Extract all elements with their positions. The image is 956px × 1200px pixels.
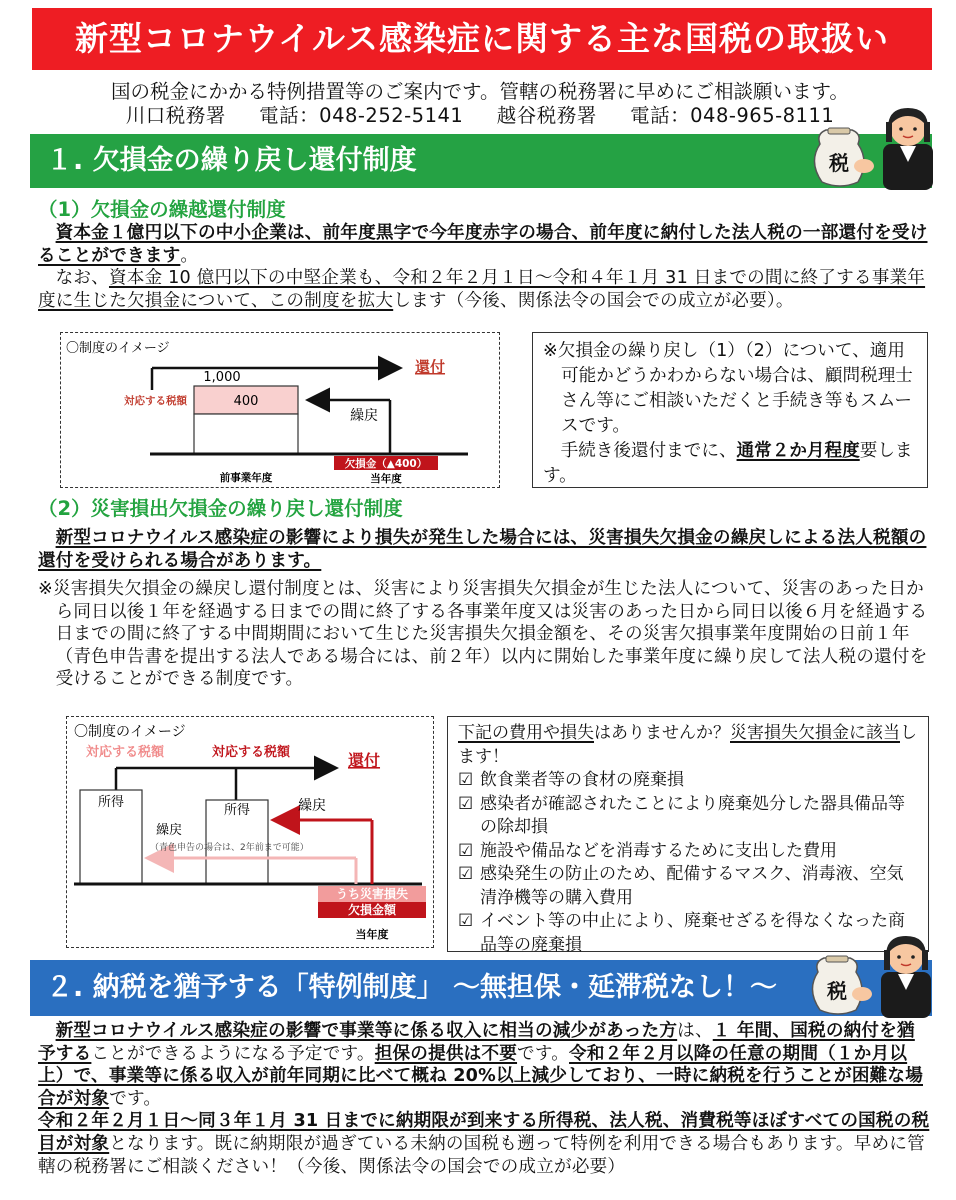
checkbox-icon: ☑ (458, 911, 474, 931)
diagram2-curr-year: 当年度 (355, 928, 389, 941)
diagram1-400: 400 (233, 394, 259, 409)
sub1-para1-end: 。 (180, 245, 199, 266)
note-box (532, 332, 928, 488)
subsection1-heading: （1）欠損金の繰越還付制度 (38, 198, 286, 221)
s2-p2-b: となります。既に納期限が過ぎている未納の国税も遡って特例を利用できる場合もあります。早めに管轄の税務署にご相談ください！（今後、関係法令の国会での成立が必要） (38, 1133, 925, 1177)
diagram1-refund-label: 還付 (415, 358, 446, 376)
office-koshigaya: 越谷税務署 (496, 104, 597, 127)
diagram1-tax-label: 対応する税額 (124, 395, 187, 407)
checklist-intro (458, 722, 918, 769)
sub1-para2-end: します（今後、関係法令の国会での成立が必要）。 (393, 290, 794, 311)
s2-p1-d: ことができるようになる予定です。 (91, 1043, 375, 1064)
diagram2-blue-note: （青色申告の場合は、2年前まで可能） (150, 843, 309, 853)
checkbox-icon: ☑ (458, 864, 474, 884)
s2-p1-f: です。 (517, 1043, 570, 1064)
phone-label: 電話： (259, 104, 320, 127)
diagram2-tax-red: 対応する税額 (212, 745, 291, 760)
phone-kawaguchi: 048-252-5141 (319, 104, 464, 127)
tax-officer-illustration (808, 104, 938, 190)
checklist-intro-b: はありませんか？ (594, 723, 730, 743)
note-duration: 通常２か月程度 (736, 441, 860, 461)
note-line2-start: 手続き後還付までに、 (560, 441, 737, 461)
s2-p1-h: です。 (109, 1088, 162, 1109)
tax-officer-illustration-2 (806, 932, 936, 1018)
checklist-intro-c: 災害損失欠損金に該当 (730, 723, 900, 743)
tax-bag-label: 税 (829, 151, 849, 175)
diagram1-carryback-label: 繰戻 (350, 408, 378, 424)
note-line2-end: 要します。 (543, 441, 913, 486)
sub1-para1-emphasis: 資本金１億円以下の中小企業は、前年度黒字で今年度赤字の場合、前年度に納付した法人税の一部還付を受けることができます (38, 223, 928, 266)
checklist-item (458, 863, 918, 910)
checklist-item-text: イベント等の中止により、廃棄せざるを得なくなった商品等の廃棄損 (480, 911, 905, 955)
note-line2 (543, 439, 917, 489)
contact-line (30, 104, 930, 128)
checklist-item-text: 感染発生の防止のため、配備するマスク、消毒液、空気清浄機等の購入費用 (480, 864, 904, 908)
checkbox-icon: ☑ (458, 770, 474, 790)
checklist-item (458, 769, 918, 793)
checkbox-icon: ☑ (458, 793, 474, 814)
s2-p1-e: 担保の提供は不要 (374, 1043, 518, 1064)
checklist-box (447, 716, 929, 955)
checkbox-icon: ☑ (458, 840, 474, 861)
diagram2-refund-label: 還付 (348, 751, 381, 770)
diagram1 (60, 332, 500, 488)
s2-p1-c: １ 年間、国税の納付を猶予する (38, 1021, 915, 1064)
office-kawaguchi: 川口税務署 (125, 104, 226, 127)
diagram2-loss-label: 欠損金額 (347, 903, 397, 917)
checklist-item-text: 飲食業者等の食材の廃棄損 (480, 770, 684, 790)
diagram1-prev-year: 前事業年度 (219, 472, 273, 484)
diagram1-caption: 〇制度のイメージ (66, 341, 170, 356)
sub2-para1: 新型コロナウイルス感染症の影響により損失が発生した場合には、災害損失欠損金の繰戻しによる法人税額の還付を受けられる場合があります。 (38, 528, 927, 571)
s2-p1-a: 新型コロナウイルス感染症の影響で事業等に係る収入に相当の減少があった方 (55, 1021, 678, 1041)
subsection2-heading: （2）災害損出欠損金の繰り戻し還付制度 (38, 497, 403, 520)
section2-body (38, 1020, 930, 1178)
diagram2-income2: 所得 (223, 803, 251, 818)
sub2-para2: ※災害損失欠損金の繰戻し還付制度とは、災害により災害損失欠損金が生じた法人について、災害のあった日から同日以後１年を経過する日までの間に終了する各事業年度又は災害のあった日から同日以後６月を経過する日までの間に終了する中間期間において生じた災害損失欠損金額を、その災害欠損事業年度開始の日前１年（青色申告書を提出する法人である場合には、前２年）以内に開始した事業年度に繰り戻して法人税の還付を受けることができる制度です。 (38, 579, 928, 689)
section1-heading: １. 欠損金の繰り戻し還付制度 (30, 134, 932, 188)
diagram1-curr-year: 当年度 (370, 473, 402, 485)
phone-label-2: 電話： (630, 104, 691, 127)
note-line1: ※欠損金の繰り戻し（1）（2）について、適用可能かどうかわからない場合は、顧問税理士さん等にご相談いただくと手続き等もスムースです。 (543, 341, 913, 436)
checklist-item-text: 感染者が確認されたことにより廃棄処分した器具備品等の除却損 (480, 793, 905, 837)
s2-p1-g: 令和２年２月以降の任意の期間（１か月以上）で、事業等に係る収入が前年同期に比べて概ね 20%以上減少しており、一時に納税を行うことが困難な場合が対象 (38, 1043, 923, 1109)
s2-p2-a: 令和２年２月１日～同３年１月 31 日までに納期限が到来する所得税、法人税、消費税等ほぼすべての国税の税目が対象 (38, 1111, 930, 1154)
subsection1-body (38, 222, 930, 312)
s2-p1-b: は、 (677, 1021, 713, 1041)
diagram1-loss-label: 欠損金（▲400） (344, 458, 428, 470)
checklist-intro-a: 下記の費用や損失 (458, 723, 594, 743)
diagram2-caption: 〇制度のイメージ (74, 724, 186, 740)
diagram1-1000: 1,000 (203, 370, 241, 385)
diagram2-tax-pale: 対応する税額 (86, 745, 165, 760)
diagram2-income1: 所得 (97, 795, 125, 810)
page-title: 新型コロナウイルス感染症に関する主な国税の取扱い (32, 8, 932, 70)
sub1-para2-start: なお、 (55, 268, 109, 288)
section2-heading: ２. 納税を猶予する「特例制度」 ～無担保・延滞税なし！～ (30, 960, 932, 1016)
diagram2-carry-left: 繰戻 (156, 823, 183, 838)
diagram1-prev-income (194, 414, 298, 454)
checklist-item (458, 840, 918, 864)
checklist-item (458, 793, 918, 840)
diagram2 (66, 716, 434, 948)
sub1-para2-emphasis: 資本金 10 億円以下の中堅企業も、令和２年２月１日～令和４年１月 31 日までの間に終了する事業年度に生じた欠損金について、この制度を拡大 (38, 268, 926, 311)
diagram2-disaster-label: うち災害損失 (335, 887, 409, 901)
tax-bag-label-2: 税 (827, 979, 847, 1003)
intro-line: 国の税金にかかる特例措置等のご案内です。管轄の税務署に早めにご相談願います。 (111, 80, 849, 103)
phone-koshigaya: 048-965-8111 (690, 104, 835, 127)
subsection2-body (38, 527, 930, 691)
diagram2-carry-right: 繰戻 (298, 798, 326, 814)
checklist-item-text: 施設や備品などを消毒するために支出した費用 (480, 840, 837, 861)
checklist-intro-d: します！ (458, 723, 917, 767)
